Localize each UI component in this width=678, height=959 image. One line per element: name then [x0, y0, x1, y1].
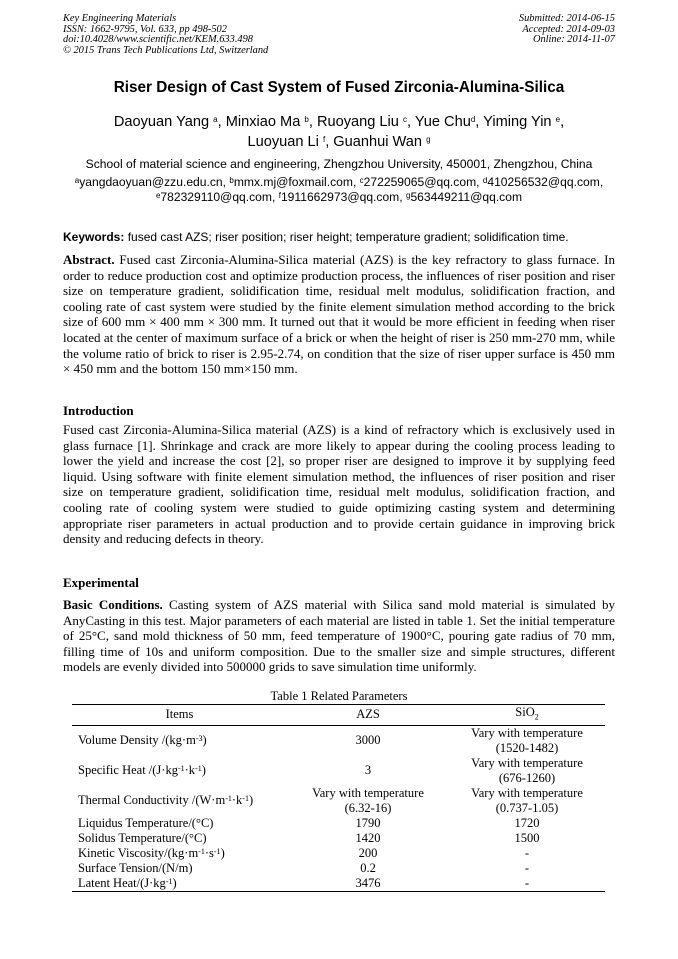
author-name: Luoyuan Li	[247, 134, 319, 150]
cell-azs: 3000	[355, 733, 381, 747]
author-name: Guanhui Wan	[333, 134, 422, 150]
cell-item: Kinetic Viscosity/$(kg\cdot m^{-1}\cdot s^{-1})$	[78, 845, 225, 860]
author-mark: b	[304, 115, 309, 124]
cell-sio2: -	[524, 845, 530, 860]
cell-item: Surface Tension/(N/m)	[78, 860, 193, 875]
header-sio2: SiO$_2$	[449, 705, 605, 726]
keywords-text: fused cast AZS; riser position; riser height; temperature gradient; solidification time.	[127, 230, 569, 244]
basic-conditions-text: Casting system of AZS material with Silica sand mold material is simulated by AnyCasting in this test. Major parameters of each material are listed in table 1. Set the initial temperature of 25°C, sand mold thickness of 50 mm, feed temperature of 1900°C, pouring gate radius of 70 mm, filling time of 10s and uniform composition. Due to the smaller size and simple structures, different models are evenly divided into 500000 grids to save simulation time uniformly.	[63, 597, 615, 675]
journal-info	[63, 14, 268, 56]
cell-azs: Vary with temperature (6.32-16)	[312, 785, 424, 815]
email-list: $^a$yangdaoyuan@zzu.edu.cn, $^b$mmx.mj@foxmail.com, $^c$272259065@qq.com, $^d$410256532@qq.com, $^e$782329110@qq.com, $^f$1911662973@qq.com, $^g$563449211@qq.com	[74, 175, 604, 204]
author-list: Daoyuan Yang $^a$, Minxiao Ma $^b$, Ruoyang Liu $^c$, Yue Chu$^d$, Yiming Yin $^e$, Luoyuan Li $^f$, Guanhui Wan $^g$	[113, 114, 565, 150]
cell-sio2: 1720	[514, 815, 540, 830]
cell-item: Volume Density $/(kg\cdot m^{-3})$	[78, 733, 207, 747]
abstract-label: Abstract.	[63, 252, 115, 267]
email-link[interactable]: 410256532@qq.com	[487, 175, 600, 189]
submitted-date: Submitted: 2014-06-15	[518, 13, 615, 24]
cell-sio2: -	[524, 860, 530, 875]
header-items: Items	[72, 705, 287, 726]
paper-title: Riser Design of Cast System of Fused Zirconia-Alumina-Silica	[113, 79, 565, 96]
doi-line: doi:10.4028/www.scientific.net/KEM.633.498	[63, 34, 253, 46]
cell-item: Specific Heat $/(J\cdot kg^{-1}\cdot k^{-1})$	[78, 763, 206, 777]
experimental-heading: Experimental	[63, 575, 139, 590]
email-link[interactable]: mmx.mj@foxmail.com	[233, 175, 353, 189]
author-name: Minxiao Ma	[225, 114, 301, 130]
cell-azs: 200	[358, 845, 378, 860]
cell-item: Liquidus Temperature/(°C)	[78, 815, 214, 830]
cell-azs: 0.2	[360, 860, 376, 875]
abstract-text: Fused cast Zirconia-Alumina-Silica material (AZS) is the key refractory to glass furnace. In order to reduce production cost and optimize production process, the influences of riser position and riser size on temperature gradient, solidification time, residual melt modulus, solidification fraction, and cooling rate of cast system were studied by the finite element simulation method according to the brick size of 600 mm × 400 mm × 300 mm. It turned out that it would be more efficient in feeding when riser located at the center of maximum surface of a brick or when the height of riser is 250 mm-270 mm, while the volume ratio of brick to riser is 2.95-2.74, on condition that the size of riser upper surface is 450 mm × 450 mm and the bottom 150 mm×150 mm.	[63, 252, 616, 377]
basic-conditions	[63, 597, 615, 675]
table-row	[72, 816, 605, 831]
table-row	[72, 831, 605, 846]
abstract	[63, 252, 615, 377]
table-row	[72, 846, 605, 861]
issn-line: ISSN: 1662-9795, Vol. 633, pp 498-502	[63, 23, 227, 35]
introduction-text: Fused cast Zirconia-Alumina-Silica material (AZS) is a kind of refractory which is exclusively used in glass furnace [1]. Shrinkage and crack are more likely to appear during the cooling process leading to lower the yield and increase the cost [2], so proper riser are designed to improve it by supplying feed liquid. Using software with finite element simulation method, the influences of riser position and riser size on temperature gradient, solidification time, residual melt modulus, solidification fraction, and cooling rate of cooling system were studied to guide optimizing casting system and determining appropriate riser parameters in actual production and to provide certain guidance in improving brick density and reducing defects in theory.	[63, 422, 615, 547]
table-row	[72, 861, 605, 876]
table-caption: Table 1 Related Parameters	[270, 689, 408, 703]
cell-item: Latent Heat/$(J\cdot kg^{-1})$	[72, 876, 287, 892]
email-link[interactable]: 563449211@qq.com	[410, 190, 523, 204]
cell-sio2: 1500	[514, 830, 540, 845]
cell-item: Thermal Conductivity $/(W\cdot m^{-1}\cdot k^{-1})$	[78, 793, 254, 807]
parameters-table	[72, 704, 605, 892]
email-link[interactable]: 272259065@qq.com	[363, 175, 477, 189]
accepted-date: Accepted: 2014-09-03	[522, 23, 615, 35]
author-mark: a	[213, 115, 218, 124]
cell-item: Solidus Temperature/(°C)	[78, 830, 207, 845]
affiliation: School of material science and engineering, Zhengzhou University, 450001, Zhengzhou, China	[85, 157, 593, 171]
table-row	[72, 876, 605, 892]
cell-sio2: Vary with temperature (1520-1482)	[471, 725, 583, 755]
table-row	[72, 725, 605, 756]
author-mark: g	[426, 135, 431, 144]
header-azs: AZS	[287, 705, 449, 726]
email-link[interactable]: 1911662973@qq.com	[280, 190, 400, 204]
keywords-label: Keywords:	[63, 230, 125, 244]
email-link[interactable]: yangdaoyuan@zzu.edu.cn	[79, 175, 223, 189]
cell-azs: 1790	[355, 815, 381, 830]
author-name: Ruoyang Liu	[316, 114, 399, 130]
email-link[interactable]: 782329110@qq.com	[160, 190, 272, 204]
introduction-heading: Introduction	[63, 403, 134, 418]
author-name: Daoyuan Yang	[113, 114, 210, 130]
cell-sio2: Vary with temperature (676-1260)	[471, 755, 583, 785]
cell-azs: 3476	[287, 876, 449, 892]
table-row	[72, 786, 605, 816]
dates-info	[519, 14, 615, 46]
online-date: Online: 2014-11-07	[532, 34, 615, 46]
author-mark: e	[555, 115, 561, 124]
table-row	[72, 756, 605, 786]
author-name: Yue Chu	[414, 114, 471, 130]
cell-sio2: Vary with temperature (0.737-1.05)	[471, 785, 583, 815]
author-mark: d	[470, 115, 476, 124]
table-header-row	[72, 705, 605, 726]
author-name: Yiming Yin	[483, 114, 552, 130]
cell-azs: 1420	[355, 830, 381, 845]
basic-conditions-label: Basic Conditions.	[63, 597, 163, 612]
journal-name: Key Engineering Materials	[63, 13, 177, 24]
keywords-line	[63, 230, 623, 244]
author-mark: f	[322, 135, 326, 144]
copyright-line: © 2015 Trans Tech Publications Ltd, Switzerland	[63, 44, 269, 56]
author-mark: c	[402, 115, 407, 124]
cell-azs: 3	[364, 763, 372, 777]
cell-sio2: -	[449, 876, 605, 892]
